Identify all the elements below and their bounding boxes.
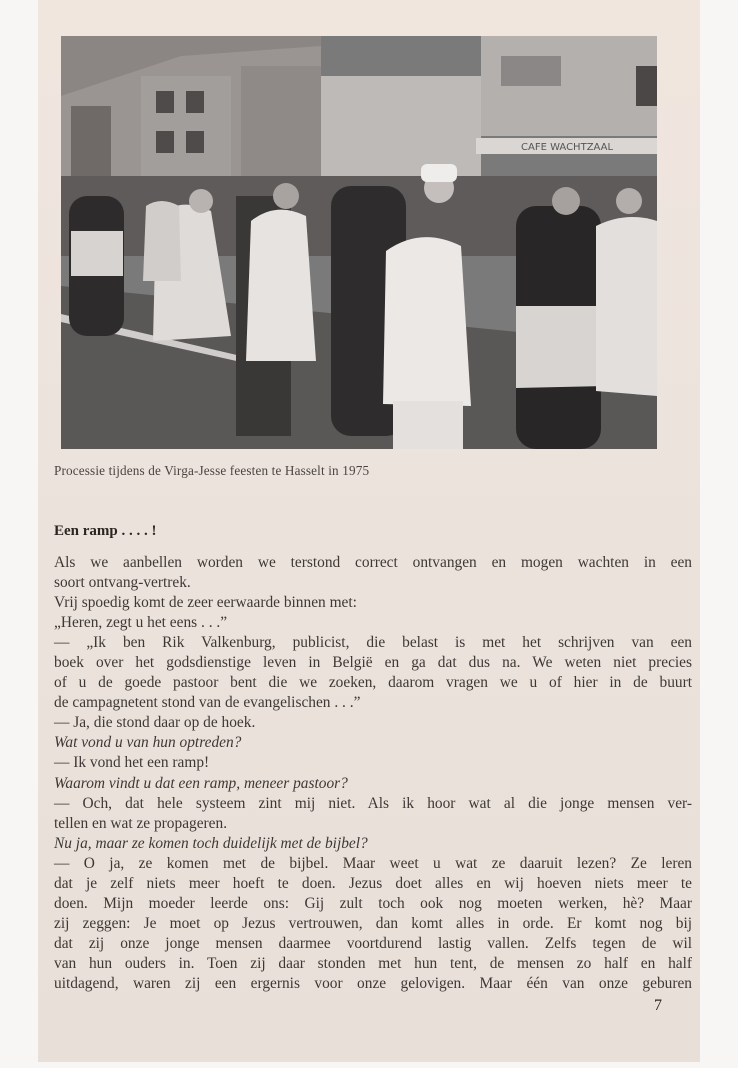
cafe-sign-text: CAFE WACHTZAAL (521, 142, 614, 153)
body-line: tellen en wat ze propageren. (54, 814, 228, 832)
body-line: — Och, dat hele systeem zint mij niet. Als ik hoor wat al die jonge mensen ver- (54, 794, 692, 812)
body-line: zij zeggen: Je moet op Jezus vertrouwen, dan komt alles in orde. Er komt nog bij (54, 914, 692, 932)
body-line: dat zij onze jonge mensen daarmee voortdurend lastig vallen. Zelfs tegen de wil (54, 934, 692, 952)
interview-question: Nu ja, maar ze komen toch duidelijk met de bijbel? (54, 834, 368, 852)
body-line: boek over het godsdienstige leven in België en ga dat dus na. We weten niet precies (54, 654, 692, 672)
photo-illustration (61, 36, 657, 449)
body-line: „Heren, zegt u het eens . . .” (54, 614, 228, 632)
body-line: — „Ik ben Rik Valkenburg, publicist, die belast is met het schrijven van een (54, 634, 692, 652)
body-line: — Ja, die stond daar op de hoek. (54, 714, 256, 732)
body-line: Als we aanbellen worden we terstond correct ontvangen en mogen wachten in een (54, 554, 692, 571)
body-line: soort ontvang-vertrek. (54, 574, 191, 592)
body-line: van hun ouders in. Toen zij daar stonden met hun tent, de mensen zo half en half (54, 954, 692, 972)
section-heading: Een ramp . . . . ! (54, 523, 157, 539)
body-line: doen. Mijn moeder leerde ons: Gij zult toch ook nog moeten werken, hè? Maar (54, 894, 692, 912)
book-page (38, 0, 700, 1062)
body-line: dat je zelf niets meer hoeft te doen. Jezus doet alles en wij hoeven niets meer te (54, 874, 692, 892)
interview-question: Wat vond u van hun optreden? (54, 734, 242, 752)
body-line: Vrij spoedig komt de zeer eerwaarde binnen met: (54, 594, 357, 612)
body-line: — O ja, ze komen met de bijbel. Maar weet u wat ze daaruit lezen? Ze leren (54, 854, 692, 872)
procession-photo (61, 36, 657, 449)
body-text (54, 553, 692, 994)
body-line: de campagnetent stond van de evangelischen . . .” (54, 694, 361, 712)
page-number: 7 (654, 997, 662, 1014)
body-line: — Ik vond het een ramp! (54, 754, 210, 772)
body-line: of u de goede pastoor bent die we zoeken, daarom vragen we u of hier in de buurt (54, 674, 692, 692)
interview-question: Waarom vindt u dat een ramp, meneer pastoor? (54, 774, 348, 792)
photo-caption: Processie tijdens de Virga-Jesse feesten te Hasselt in 1975 (54, 463, 370, 478)
body-line: uitdagend, waren zij een ergernis voor onze gelovigen. Maar één van onze geburen (54, 974, 692, 992)
